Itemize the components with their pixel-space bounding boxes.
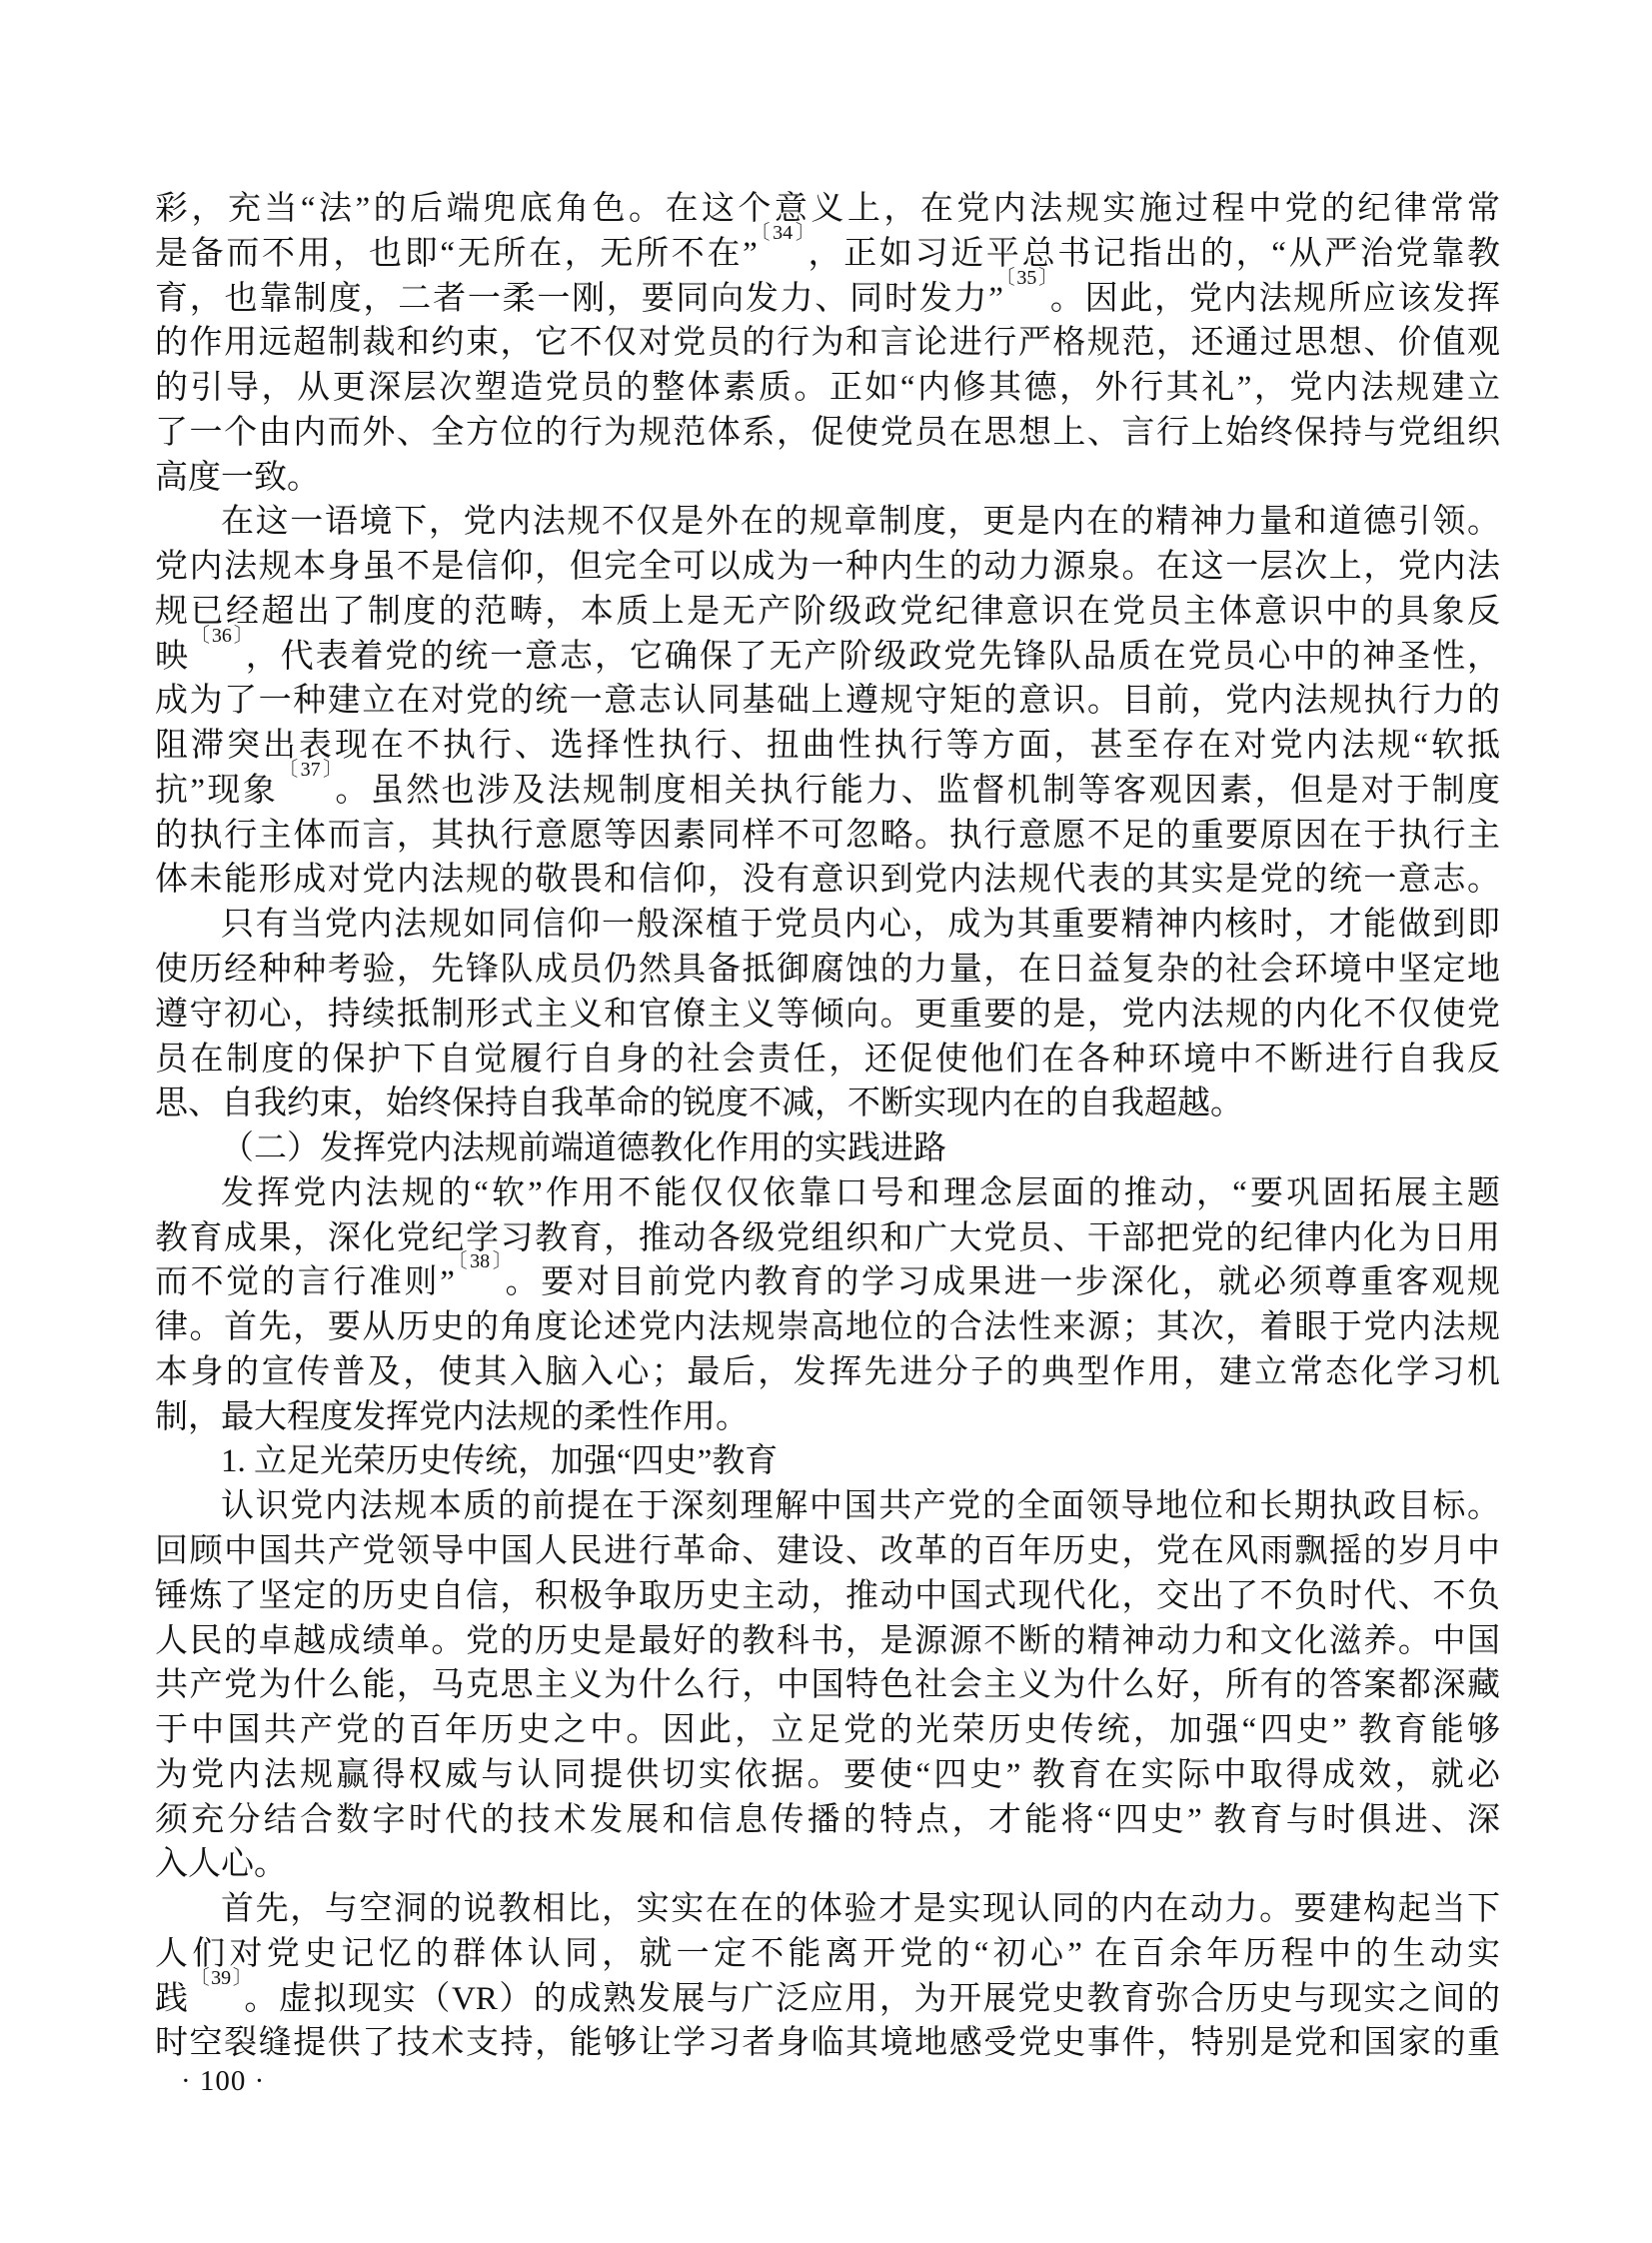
citation-marker: 〔35〕 xyxy=(1002,266,1050,289)
text-line: 制，最大程度发挥党内法规的柔性作用。 xyxy=(155,1398,749,1435)
text-line: （二）发挥党内法规前端道德教化作用的实践进路 xyxy=(221,1130,946,1167)
text-line: 而不觉的言行准则”$^{〔38〕}$。要对目前党内教育的学习成果进一步深化，就必须尊重客观规 xyxy=(155,1250,1501,1301)
text-line: 1. 立足光荣历史传统，加强“四史”教育 xyxy=(221,1443,779,1480)
citation-marker: 〔38〕 xyxy=(454,1250,506,1273)
text-line: 的引导，从更深层次塑造党员的整体素质。正如“内修其德，外行其礼”，党内法规建立 xyxy=(155,370,1500,407)
citation-marker: 〔37〕 xyxy=(278,758,336,781)
text-line: 的执行主体而言，其执行意愿等因素同样不可忽略。执行意愿不足的重要原因在于执行主 xyxy=(155,817,1500,854)
text-line: 使历经种种考验，先锋队成员仍然具备抵御腐蚀的力量，在日益复杂的社会环境中坚定地 xyxy=(155,952,1500,989)
text-line: 彩，充当“法”的后端兜底角色。在这个意义上，在党内法规实施过程中党的纪律常常 xyxy=(155,191,1500,227)
text-line: 本身的宣传普及，使其入脑入心；最后，发挥先进分子的典型作用，建立常态化学习机 xyxy=(155,1353,1500,1390)
text-line: 成为了一种建立在对党的统一意志认同基础上遵规守矩的意识。目前，党内法规执行力的 xyxy=(155,683,1500,720)
text-line: 践$^{〔39〕}$。虚拟现实（VR）的成熟发展与广泛应用，为开展党史教育弥合历史与现实之间的 xyxy=(155,1966,1500,2017)
text-line: 育，也靠制度，二者一柔一刚，要同向发力、同时发力”$^{〔35〕}$。因此，党内法规所应该发挥 xyxy=(155,266,1501,317)
text-line: 映$^{〔36〕}$，代表着党的统一意志，它确保了无产阶级政党先锋队品质在党员心中的神圣性， xyxy=(155,624,1501,675)
text-line: 规已经超出了制度的范畴，本质上是无产阶级政党纪律意识在党员主体意识中的具象反 xyxy=(155,593,1500,630)
text-line: 须充分结合数字时代的技术发展和信息传播的特点，才能将“四史” 教育与时俱进、深 xyxy=(155,1801,1500,1838)
text-line: 人民的卓越成绩单。党的历史是最好的教科书，是源源不断的精神动力和文化滋养。中国 xyxy=(155,1622,1500,1659)
text-line: 教育成果，深化党纪学习教育，推动各级党组织和广大党员、干部把党的纪律内化为日用 xyxy=(155,1219,1500,1256)
body-text-block xyxy=(155,187,1500,2066)
text-line: 阻滞突出表现在不执行、选择性执行、扭曲性执行等方面，甚至存在对党内法规“软抵 xyxy=(155,728,1500,765)
text-line: 回顾中国共产党领导中国人民进行革命、建设、改革的百年历史，党在风雨飘摇的岁月中 xyxy=(155,1532,1500,1569)
text-line: 员在制度的保护下自觉履行自身的社会责任，还促使他们在各种环境中不断进行自我反 xyxy=(155,1041,1500,1078)
text-line: 党内法规本身虽不是信仰，但完全可以成为一种内生的动力源泉。在这一层次上，党内法 xyxy=(155,549,1500,586)
text-line: 于中国共产党的百年历史之中。因此，立足党的光荣历史传统，加强“四史” 教育能够 xyxy=(155,1712,1500,1749)
text-line: 时空裂缝提供了技术支持，能够让学习者身临其境地感受党史事件，特别是党和国家的重 xyxy=(155,2025,1500,2062)
text-line: 只有当党内法规如同信仰一般深植于党员内心，成为其重要精神内核时，才能做到即 xyxy=(221,907,1500,944)
citation-marker: 〔39〕 xyxy=(189,1966,245,1989)
text-line: 的作用远超制裁和约束，它不仅对党员的行为和言论进行严格规范，还通过思想、价值观 xyxy=(155,325,1500,362)
text-line: 体未能形成对党内法规的敬畏和信仰，没有意识到党内法规代表的其实是党的统一意志。 xyxy=(155,862,1500,899)
citation-marker: 〔36〕 xyxy=(189,624,246,647)
text-line: 高度一致。 xyxy=(155,459,320,496)
text-line: 入人心。 xyxy=(155,1846,287,1883)
text-line: 抗”现象$^{〔37〕}$。虽然也涉及法规制度相关执行能力、监督机制等客观因素，但是对于制度 xyxy=(155,758,1501,809)
text-line: 认识党内法规本质的前提在于深刻理解中国共产党的全面领导地位和长期执政目标。 xyxy=(221,1488,1500,1525)
page-number: · 100 · xyxy=(181,2065,266,2097)
text-line: 在这一语境下，党内法规不仅是外在的规章制度，更是内在的精神力量和道德引领。 xyxy=(221,504,1500,541)
text-line: 律。首先，要从历史的角度论述党内法规崇高地位的合法性来源；其次，着眼于党内法规 xyxy=(155,1309,1500,1346)
text-line: 发挥党内法规的“软”作用不能仅仅依靠口号和理念层面的推动，“要巩固拓展主题 xyxy=(221,1174,1500,1211)
text-line: 共产党为什么能，马克思主义为什么行，中国特色社会主义为什么好，所有的答案都深藏 xyxy=(155,1667,1500,1704)
text-line: 遵守初心，持续抵制形式主义和官僚主义等倾向。更重要的是，党内法规的内化不仅使党 xyxy=(155,996,1500,1033)
text-line: 人们对党史记忆的群体认同，就一定不能离开党的“初心” 在百余年历程中的生动实 xyxy=(155,1935,1500,1972)
text-line: 思、自我约束，始终保持自我革命的锐度不减，不断实现内在的自我超越。 xyxy=(155,1086,1243,1122)
text-line: 首先，与空洞的说教相比，实实在在的体验才是实现认同的内在动力。要建构起当下 xyxy=(221,1891,1500,1928)
text-line: 为党内法规赢得权威与认同提供切实依据。要使“四史” 教育在实际中取得成效，就必 xyxy=(155,1756,1500,1793)
text-line: 了一个由内而外、全方位的行为规范体系，促使党员在思想上、言行上始终保持与党组织 xyxy=(155,414,1500,451)
text-line: 锤炼了坚定的历史自信，积极争取历史主动，推动中国式现代化，交出了不负时代、不负 xyxy=(155,1577,1500,1614)
citation-marker: 〔34〕 xyxy=(757,221,809,244)
text-line: 是备而不用，也即“无所在，无所不在”$^{〔34〕}$，正如习近平总书记指出的，“从严治党靠教 xyxy=(155,221,1501,272)
